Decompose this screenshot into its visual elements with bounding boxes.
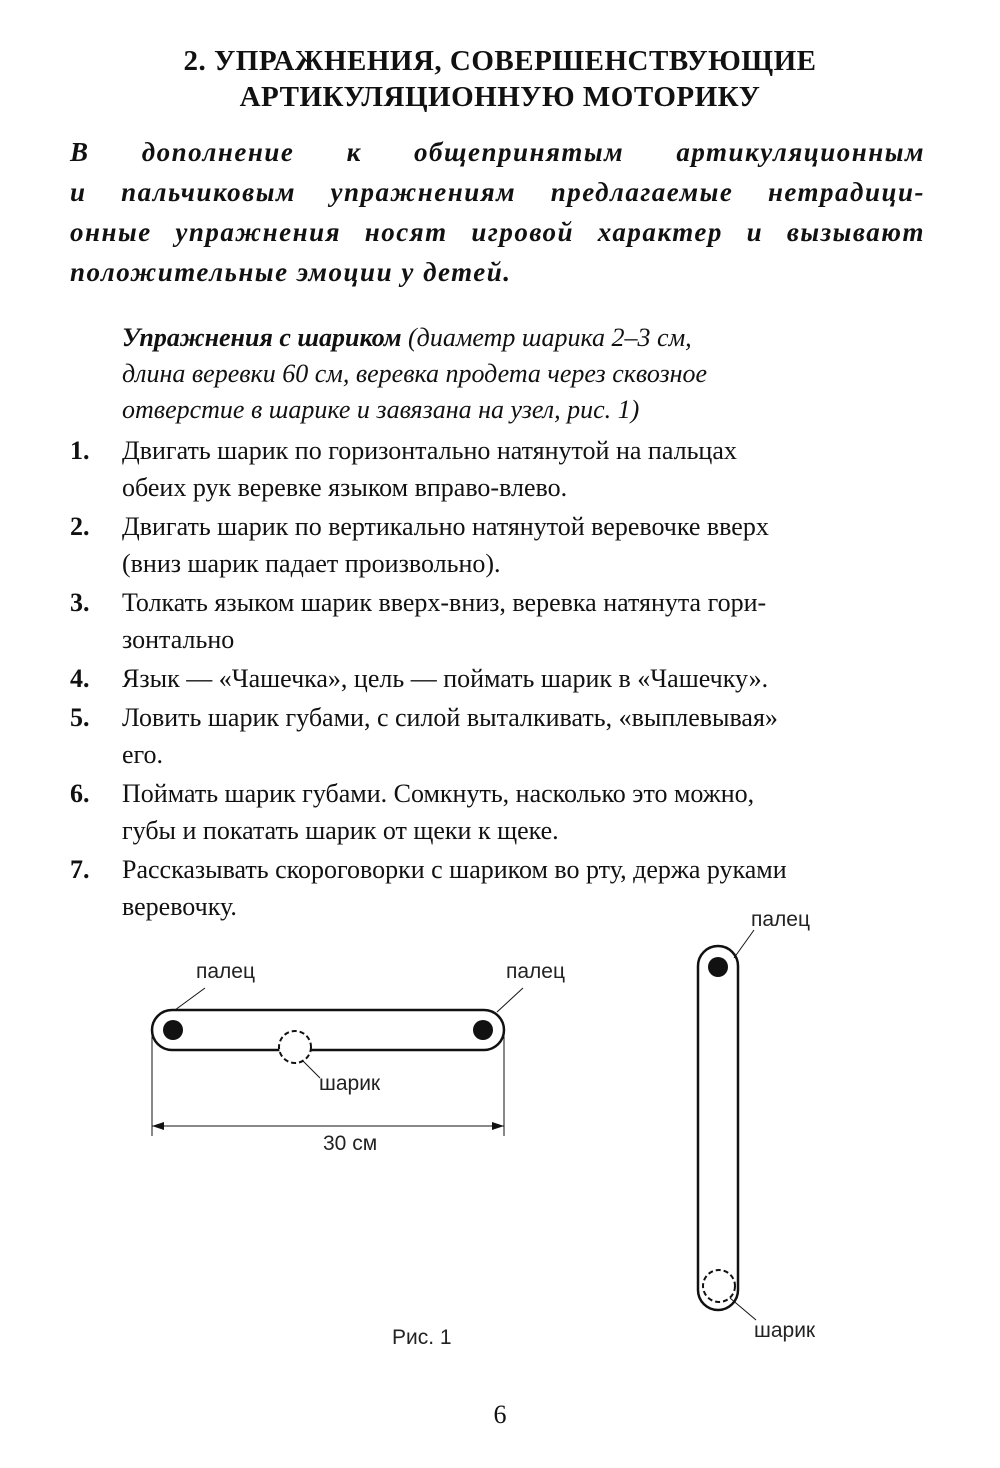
ball-vertical <box>703 1270 735 1302</box>
subheading-text: отверстие в шарике и завязана на узел, рис. 1) <box>122 395 640 424</box>
list-item-text: веревочку. <box>122 892 237 921</box>
page-number: 6 <box>493 1400 507 1429</box>
list-item-text: обеих рук веревке языком вправо-влево. <box>122 473 568 502</box>
list-item <box>70 508 925 582</box>
list-item <box>70 432 925 506</box>
figure-caption: Рис. 1 <box>392 1326 452 1349</box>
exercise-list <box>70 432 925 927</box>
dimension-label: 30 см <box>323 1132 378 1155</box>
subheading-text: (диаметр шарика 2–3 см, <box>401 323 692 352</box>
leader-line <box>175 988 205 1010</box>
top-finger-marker <box>708 957 728 977</box>
list-item-text: зонтально <box>122 625 235 654</box>
list-item-number: 3. <box>70 588 90 617</box>
intro-line: и пальчиковым упражнениям предлагаемые нетрадици- <box>70 177 925 207</box>
section-title-line-1: 2. УПРАЖНЕНИЯ, СОВЕРШЕНСТВУЮЩИЕ <box>183 45 817 77</box>
list-item <box>70 660 925 697</box>
list-item <box>70 699 925 773</box>
label-ball-vertical: шарик <box>754 1319 816 1342</box>
list-item-number: 7. <box>70 855 90 884</box>
section-title-line-2: АРТИКУЛЯЦИОННУЮ МОТОРИКУ <box>239 81 761 113</box>
leader-line <box>734 930 754 958</box>
list-item <box>70 584 925 658</box>
label-finger-vertical: палец <box>751 908 811 931</box>
subheading-text: длина веревки 60 см, веревка продета через сквозное <box>122 359 708 388</box>
list-item-number: 1. <box>70 436 90 465</box>
dimension-arrow-left <box>152 1122 164 1130</box>
list-item-text: Толкать языком шарик вверх-вниз, веревка натянута гори- <box>122 588 767 617</box>
list-item-text: Двигать шарик по горизонтально натянутой на пальцах <box>122 436 737 465</box>
list-item-number: 4. <box>70 664 90 693</box>
figure-1 <box>0 900 1000 1360</box>
ball-horizontal <box>279 1031 311 1063</box>
list-item-text: губы и покатать шарик от щеки к щеке. <box>122 816 559 845</box>
label-ball-horizontal: шарик <box>319 1072 381 1095</box>
intro-paragraph <box>70 132 925 292</box>
dimension-arrow-right <box>492 1122 504 1130</box>
intro-line: онные упражнения носят игровой характер и вызывают <box>70 217 925 247</box>
list-item-text: Язык — «Чашечка», цель — поймать шарик в «Чашечку». <box>122 664 769 693</box>
leader-line <box>302 1060 320 1078</box>
list-item-text: его. <box>122 740 164 769</box>
list-item <box>70 775 925 849</box>
leader-line <box>497 988 523 1012</box>
label-finger-left: палец <box>196 960 256 983</box>
list-item-number: 2. <box>70 512 90 541</box>
exercise-subheading <box>122 320 922 428</box>
list-item-text: Двигать шарик по вертикально натянутой веревочке вверх <box>122 512 769 541</box>
intro-line: положительные эмоции у детей. <box>70 257 512 287</box>
list-item-text: Поймать шарик губами. Сомкнуть, насколько это можно, <box>122 779 755 808</box>
list-item-number: 6. <box>70 779 90 808</box>
list-item-number: 5. <box>70 703 90 732</box>
leader-line <box>730 1298 756 1320</box>
left-finger-marker <box>163 1020 183 1040</box>
list-item-text: Рассказывать скороговорки с шариком во рту, держа руками <box>122 855 787 884</box>
list-item-text: Ловить шарик губами, с силой выталкивать, «выплевывая» <box>122 703 778 732</box>
vertical-rope-loop <box>698 946 738 1310</box>
intro-line: В дополнение к общепринятым артикуляционным <box>70 137 925 167</box>
list-item-text: (вниз шарик падает произвольно). <box>122 549 501 578</box>
label-finger-right: палец <box>506 960 566 983</box>
subheading-bold: Упражнения с шариком <box>122 323 402 352</box>
right-finger-marker <box>473 1020 493 1040</box>
horizontal-rope-loop <box>152 1010 504 1050</box>
